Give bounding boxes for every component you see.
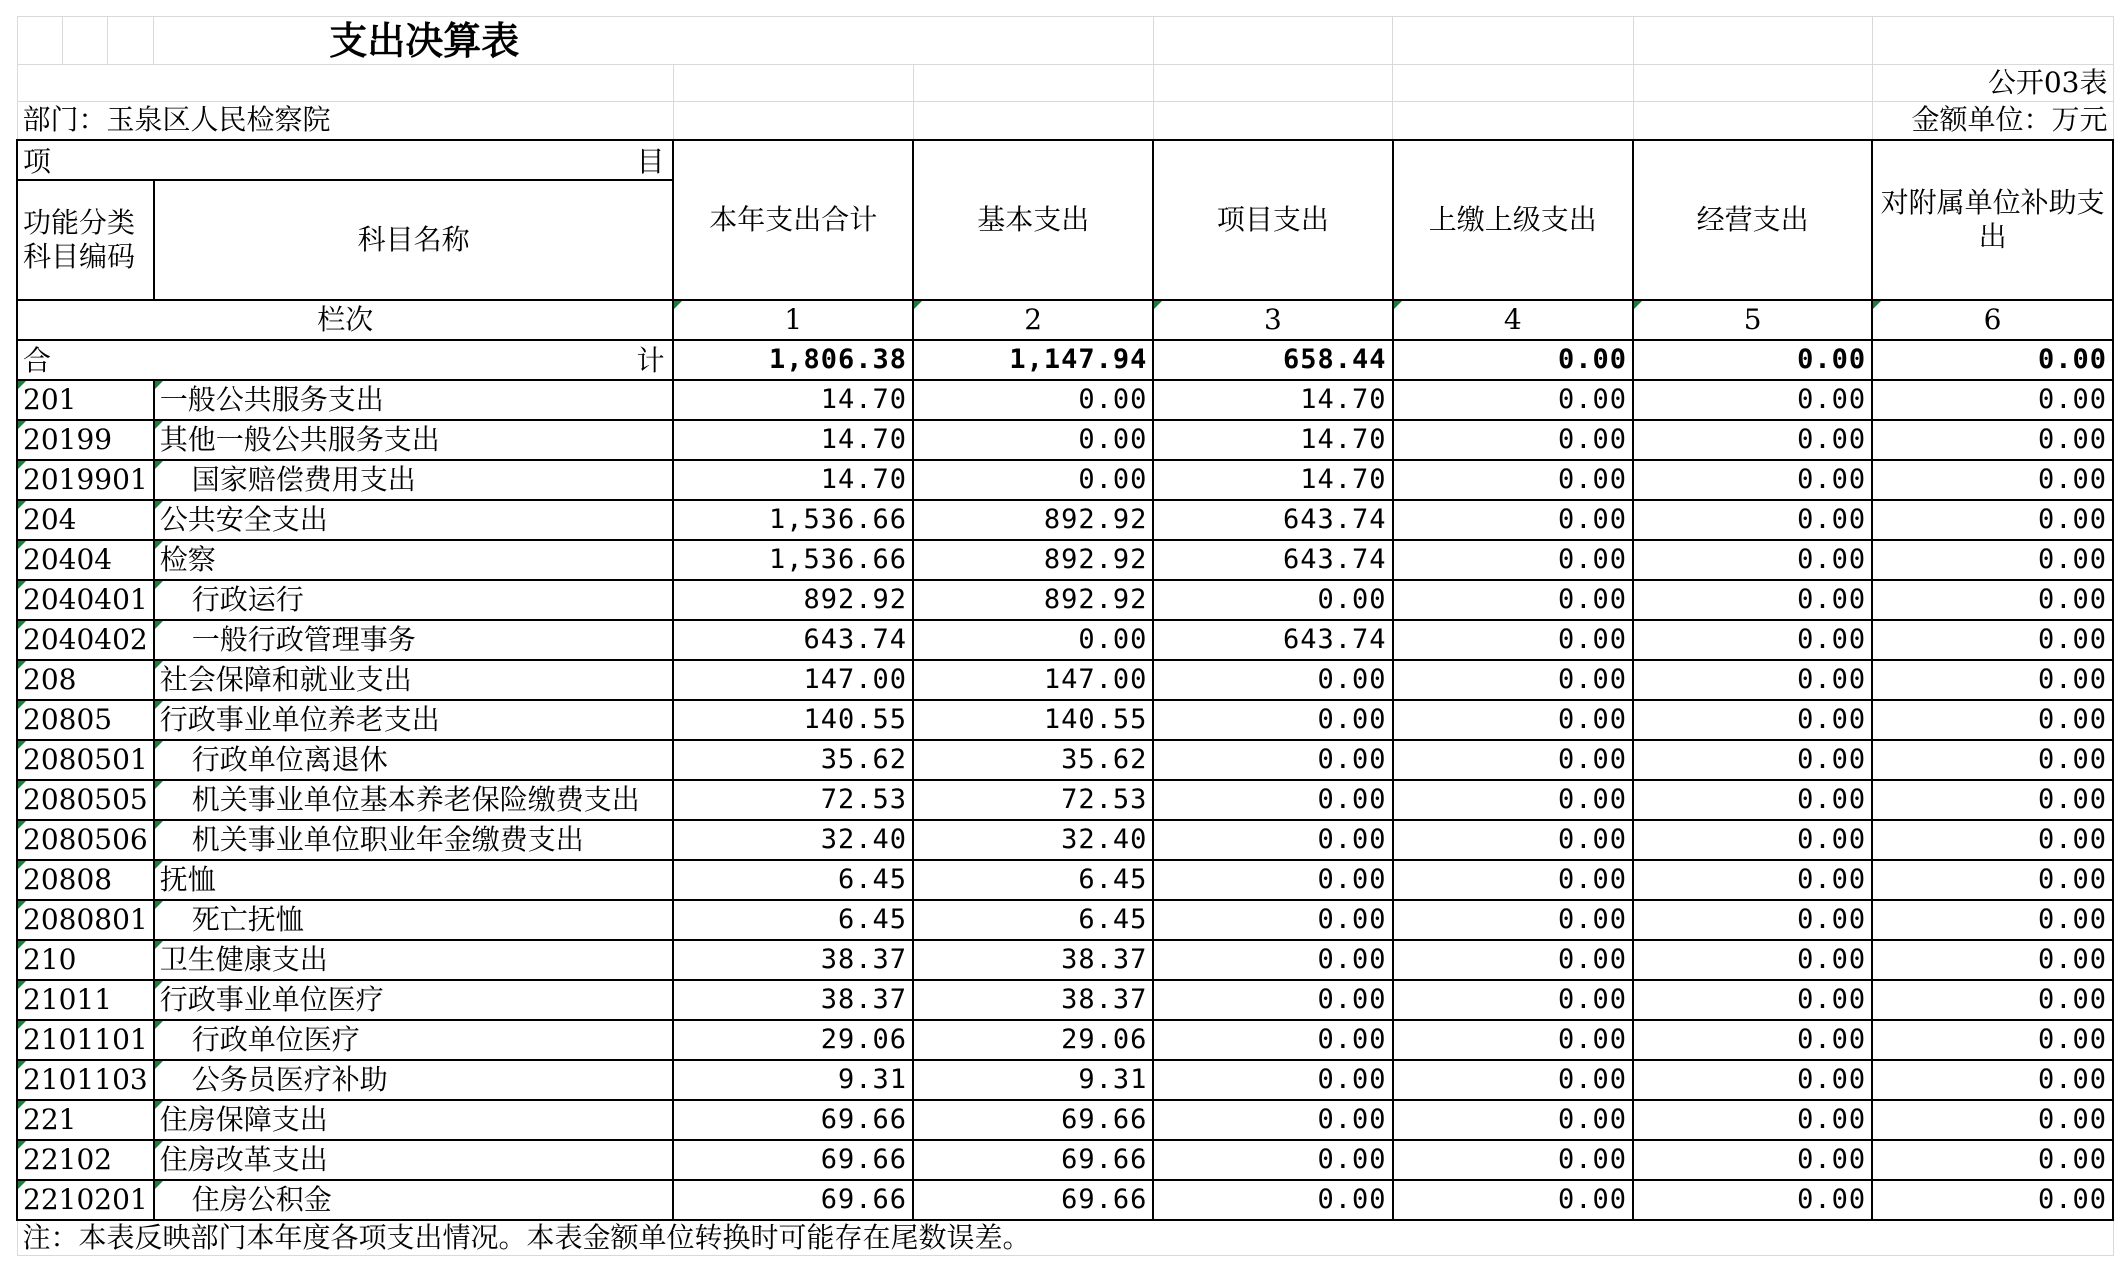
total-value: 1,806.38 (673, 340, 913, 380)
table-row (17, 580, 2113, 620)
amount-cell: 6.45 (913, 860, 1153, 900)
table-row (17, 420, 2113, 460)
function-code: 208 (17, 660, 154, 700)
amount-cell: 0.00 (1153, 820, 1392, 860)
amount-cell: 0.00 (1393, 380, 1634, 420)
table-row (17, 460, 2113, 500)
item-name: 行政运行 (154, 580, 674, 620)
department-label: 部门：玉泉区人民检察院 (17, 102, 673, 140)
table-row (17, 700, 2113, 740)
amount-cell: 14.70 (673, 460, 913, 500)
amount-cell: 0.00 (1153, 780, 1392, 820)
total-value: 0.00 (1393, 340, 1634, 380)
amount-cell: 0.00 (1872, 780, 2113, 820)
amount-cell: 0.00 (1153, 1140, 1392, 1180)
item-name: 行政单位医疗 (154, 1020, 674, 1060)
total-value: 1,147.94 (913, 340, 1153, 380)
amount-cell: 892.92 (913, 500, 1153, 540)
amount-cell: 38.37 (673, 980, 913, 1020)
empty-cell (673, 65, 913, 102)
function-code: 2040402 (17, 620, 154, 660)
amount-cell: 0.00 (1633, 580, 1872, 620)
function-code: 210 (17, 940, 154, 980)
amount-cell: 0.00 (1633, 860, 1872, 900)
amount-cell: 0.00 (1393, 1140, 1634, 1180)
col-header-upper: 上缴上级支出 (1393, 140, 1634, 300)
table-row (17, 1100, 2113, 1140)
total-value: 658.44 (1153, 340, 1392, 380)
amount-cell: 0.00 (1872, 1140, 2113, 1180)
amount-cell: 14.70 (673, 420, 913, 460)
table-row (17, 1140, 2113, 1180)
code-col-header: 功能分类科目编码 (17, 180, 154, 300)
amount-cell: 0.00 (1393, 980, 1634, 1020)
amount-cell: 0.00 (1633, 1100, 1872, 1140)
function-code: 20404 (17, 540, 154, 580)
item-name: 机关事业单位职业年金缴费支出 (154, 820, 674, 860)
amount-cell: 6.45 (673, 860, 913, 900)
function-code: 2080505 (17, 780, 154, 820)
item-name: 机关事业单位基本养老保险缴费支出 (154, 780, 674, 820)
table-row (17, 740, 2113, 780)
amount-cell: 0.00 (1393, 700, 1634, 740)
table-row (17, 620, 2113, 660)
table-row (17, 540, 2113, 580)
item-name: 行政单位离退休 (154, 740, 674, 780)
amount-cell: 14.70 (1153, 380, 1392, 420)
col-header-subsidy: 对附属单位补助支出 (1872, 140, 2113, 300)
amount-cell: 0.00 (1393, 820, 1634, 860)
amount-cell: 0.00 (913, 620, 1153, 660)
amount-cell: 0.00 (1633, 540, 1872, 580)
empty-cell (673, 102, 913, 140)
amount-cell: 0.00 (1872, 1020, 2113, 1060)
amount-cell: 0.00 (1153, 740, 1392, 780)
col-header-total: 本年支出合计 (673, 140, 913, 300)
function-code: 21011 (17, 980, 154, 1020)
table-row (17, 1060, 2113, 1100)
amount-cell: 0.00 (1872, 420, 2113, 460)
amount-cell: 32.40 (913, 820, 1153, 860)
footnote: 注：本表反映部门本年度各项支出情况。本表金额单位转换时可能存在尾数误差。 (17, 1220, 2113, 1256)
amount-cell: 0.00 (1393, 900, 1634, 940)
amount-cell: 0.00 (1633, 1140, 1872, 1180)
col-header-basic: 基本支出 (913, 140, 1153, 300)
function-code: 2080506 (17, 820, 154, 860)
amount-cell: 0.00 (1153, 1020, 1392, 1060)
amount-cell: 0.00 (1393, 660, 1634, 700)
total-value: 0.00 (1872, 340, 2113, 380)
function-code: 20805 (17, 700, 154, 740)
amount-cell: 35.62 (913, 740, 1153, 780)
amount-cell: 0.00 (1633, 660, 1872, 700)
amount-cell: 0.00 (1153, 860, 1392, 900)
function-code: 20199 (17, 420, 154, 460)
empty-cell (1872, 17, 2113, 65)
amount-cell: 0.00 (1633, 1020, 1872, 1060)
amount-cell: 0.00 (1153, 900, 1392, 940)
amount-cell: 0.00 (1633, 1060, 1872, 1100)
table-row (17, 380, 2113, 420)
table-row (17, 660, 2113, 700)
table-row (17, 780, 2113, 820)
amount-cell: 0.00 (1872, 540, 2113, 580)
form-number: 公开03表 (1872, 65, 2113, 102)
item-name: 其他一般公共服务支出 (154, 420, 674, 460)
amount-cell: 0.00 (913, 460, 1153, 500)
amount-cell: 147.00 (673, 660, 913, 700)
table-row (17, 980, 2113, 1020)
amount-cell: 643.74 (673, 620, 913, 660)
amount-cell: 0.00 (1872, 1180, 2113, 1220)
amount-cell: 0.00 (1393, 580, 1634, 620)
item-name: 一般行政管理事务 (154, 620, 674, 660)
amount-cell: 69.66 (673, 1180, 913, 1220)
amount-cell: 892.92 (673, 580, 913, 620)
empty-cell (1633, 17, 1872, 65)
amount-cell: 6.45 (913, 900, 1153, 940)
item-name: 死亡抚恤 (154, 900, 674, 940)
amount-cell: 0.00 (1393, 620, 1634, 660)
amount-cell: 69.66 (913, 1100, 1153, 1140)
amount-cell: 0.00 (1393, 1100, 1634, 1140)
amount-cell: 38.37 (913, 940, 1153, 980)
spreadsheet (16, 16, 2114, 1266)
amount-cell: 0.00 (1633, 700, 1872, 740)
amount-cell: 0.00 (1872, 460, 2113, 500)
col-number: 1 (673, 300, 913, 340)
function-code: 2040401 (17, 580, 154, 620)
amount-cell: 0.00 (913, 380, 1153, 420)
amount-cell: 0.00 (1393, 740, 1634, 780)
function-code: 201 (17, 380, 154, 420)
amount-cell: 892.92 (913, 580, 1153, 620)
amount-cell: 892.92 (913, 540, 1153, 580)
col-number: 6 (1872, 300, 2113, 340)
empty-cell (1153, 102, 1392, 140)
amount-cell: 32.40 (673, 820, 913, 860)
amount-cell: 9.31 (913, 1060, 1153, 1100)
item-name: 公务员医疗补助 (154, 1060, 674, 1100)
page-title: 支出决算表 (154, 17, 1154, 65)
amount-cell: 1,536.66 (673, 500, 913, 540)
amount-cell: 0.00 (1872, 380, 2113, 420)
expenditure-table (16, 16, 2114, 1256)
amount-cell: 0.00 (913, 420, 1153, 460)
amount-cell: 0.00 (1633, 1180, 1872, 1220)
amount-cell: 69.66 (913, 1140, 1153, 1180)
amount-cell: 0.00 (1872, 980, 2113, 1020)
amount-cell: 0.00 (1872, 820, 2113, 860)
amount-cell: 0.00 (1633, 620, 1872, 660)
item-name: 行政事业单位养老支出 (154, 700, 674, 740)
item-name: 行政事业单位医疗 (154, 980, 674, 1020)
xiangmu-header (17, 140, 673, 180)
amount-cell: 0.00 (1872, 660, 2113, 700)
empty-cell (17, 17, 62, 65)
amount-cell: 0.00 (1153, 660, 1392, 700)
item-name: 社会保障和就业支出 (154, 660, 674, 700)
amount-cell: 140.55 (673, 700, 913, 740)
col-header-project: 项目支出 (1153, 140, 1392, 300)
function-code: 204 (17, 500, 154, 540)
amount-cell: 0.00 (1872, 1100, 2113, 1140)
col-number: 3 (1153, 300, 1392, 340)
amount-cell: 0.00 (1633, 420, 1872, 460)
table-row (17, 900, 2113, 940)
function-code: 20808 (17, 860, 154, 900)
amount-cell: 69.66 (673, 1140, 913, 1180)
empty-cell (1633, 65, 1872, 102)
amount-cell: 0.00 (1872, 700, 2113, 740)
function-code: 2080801 (17, 900, 154, 940)
function-code: 221 (17, 1100, 154, 1140)
amount-cell: 6.45 (673, 900, 913, 940)
item-name: 住房保障支出 (154, 1100, 674, 1140)
col-header-business: 经营支出 (1633, 140, 1872, 300)
function-code: 22102 (17, 1140, 154, 1180)
amount-cell: 0.00 (1393, 460, 1634, 500)
xiang-label: 项 (23, 144, 52, 178)
amount-cell: 0.00 (1633, 780, 1872, 820)
amount-cell: 69.66 (673, 1100, 913, 1140)
ji-label: 计 (636, 343, 665, 377)
amount-cell: 0.00 (1633, 740, 1872, 780)
he-label: 合 (23, 343, 52, 377)
amount-cell: 0.00 (1633, 940, 1872, 980)
amount-cell: 643.74 (1153, 620, 1392, 660)
amount-cell: 38.37 (673, 940, 913, 980)
amount-cell: 0.00 (1393, 780, 1634, 820)
amount-cell: 643.74 (1153, 500, 1392, 540)
col-number: 4 (1393, 300, 1634, 340)
amount-cell: 0.00 (1633, 380, 1872, 420)
col-number: 5 (1633, 300, 1872, 340)
empty-cell (1633, 102, 1872, 140)
item-name: 国家赔偿费用支出 (154, 460, 674, 500)
table-row (17, 820, 2113, 860)
col-number: 2 (913, 300, 1153, 340)
amount-cell: 0.00 (1872, 1060, 2113, 1100)
amount-cell: 14.70 (673, 380, 913, 420)
empty-cell (1153, 65, 1392, 102)
amount-cell: 0.00 (1872, 740, 2113, 780)
amount-cell: 0.00 (1872, 860, 2113, 900)
amount-cell: 0.00 (1393, 1020, 1634, 1060)
item-name: 一般公共服务支出 (154, 380, 674, 420)
empty-cell (913, 65, 1153, 102)
amount-cell: 0.00 (1153, 1100, 1392, 1140)
function-code: 2101103 (17, 1060, 154, 1100)
lanci-label: 栏次 (17, 300, 673, 340)
amount-cell: 0.00 (1633, 500, 1872, 540)
amount-cell: 14.70 (1153, 420, 1392, 460)
amount-cell: 0.00 (1872, 580, 2113, 620)
item-name: 住房改革支出 (154, 1140, 674, 1180)
empty-cell (62, 17, 107, 65)
item-name: 抚恤 (154, 860, 674, 900)
amount-cell: 35.62 (673, 740, 913, 780)
function-code: 2019901 (17, 460, 154, 500)
amount-cell: 72.53 (913, 780, 1153, 820)
amount-cell: 0.00 (1872, 900, 2113, 940)
amount-cell: 38.37 (913, 980, 1153, 1020)
empty-cell (107, 17, 153, 65)
amount-cell: 140.55 (913, 700, 1153, 740)
amount-cell: 0.00 (1393, 500, 1634, 540)
item-name: 住房公积金 (154, 1180, 674, 1220)
amount-cell: 0.00 (1153, 940, 1392, 980)
amount-cell: 643.74 (1153, 540, 1392, 580)
amount-cell: 0.00 (1872, 500, 2113, 540)
amount-cell: 9.31 (673, 1060, 913, 1100)
amount-cell: 0.00 (1153, 1060, 1392, 1100)
amount-cell: 29.06 (913, 1020, 1153, 1060)
amount-cell: 0.00 (1872, 620, 2113, 660)
amount-cell: 0.00 (1153, 980, 1392, 1020)
item-name: 卫生健康支出 (154, 940, 674, 980)
amount-cell: 0.00 (1393, 420, 1634, 460)
amount-cell: 0.00 (1633, 900, 1872, 940)
table-row (17, 940, 2113, 980)
amount-cell: 0.00 (1393, 1180, 1634, 1220)
total-value: 0.00 (1633, 340, 1872, 380)
total-label (17, 340, 673, 380)
empty-cell (1393, 17, 1634, 65)
empty-cell (1393, 102, 1634, 140)
item-name: 检察 (154, 540, 674, 580)
table-row (17, 860, 2113, 900)
amount-cell: 0.00 (1633, 460, 1872, 500)
amount-cell: 0.00 (1393, 940, 1634, 980)
amount-cell: 147.00 (913, 660, 1153, 700)
amount-cell: 29.06 (673, 1020, 913, 1060)
unit-label: 金额单位：万元 (1872, 102, 2113, 140)
empty-cell (1393, 65, 1634, 102)
amount-cell: 0.00 (1633, 820, 1872, 860)
function-code: 2210201 (17, 1180, 154, 1220)
amount-cell: 72.53 (673, 780, 913, 820)
empty-cell (1153, 17, 1392, 65)
table-row (17, 1020, 2113, 1060)
mu-label: 目 (636, 144, 665, 178)
name-col-header: 科目名称 (154, 180, 674, 300)
amount-cell: 0.00 (1393, 540, 1634, 580)
amount-cell: 69.66 (913, 1180, 1153, 1220)
table-row (17, 1180, 2113, 1220)
amount-cell: 0.00 (1153, 1180, 1392, 1220)
amount-cell: 0.00 (1393, 860, 1634, 900)
amount-cell: 0.00 (1153, 700, 1392, 740)
item-name: 公共安全支出 (154, 500, 674, 540)
amount-cell: 1,536.66 (673, 540, 913, 580)
amount-cell: 14.70 (1153, 460, 1392, 500)
amount-cell: 0.00 (1393, 1060, 1634, 1100)
table-row (17, 500, 2113, 540)
empty-cell (913, 102, 1153, 140)
amount-cell: 0.00 (1633, 980, 1872, 1020)
amount-cell: 0.00 (1872, 940, 2113, 980)
empty-cell (17, 65, 673, 102)
function-code: 2080501 (17, 740, 154, 780)
function-code: 2101101 (17, 1020, 154, 1060)
amount-cell: 0.00 (1153, 580, 1392, 620)
